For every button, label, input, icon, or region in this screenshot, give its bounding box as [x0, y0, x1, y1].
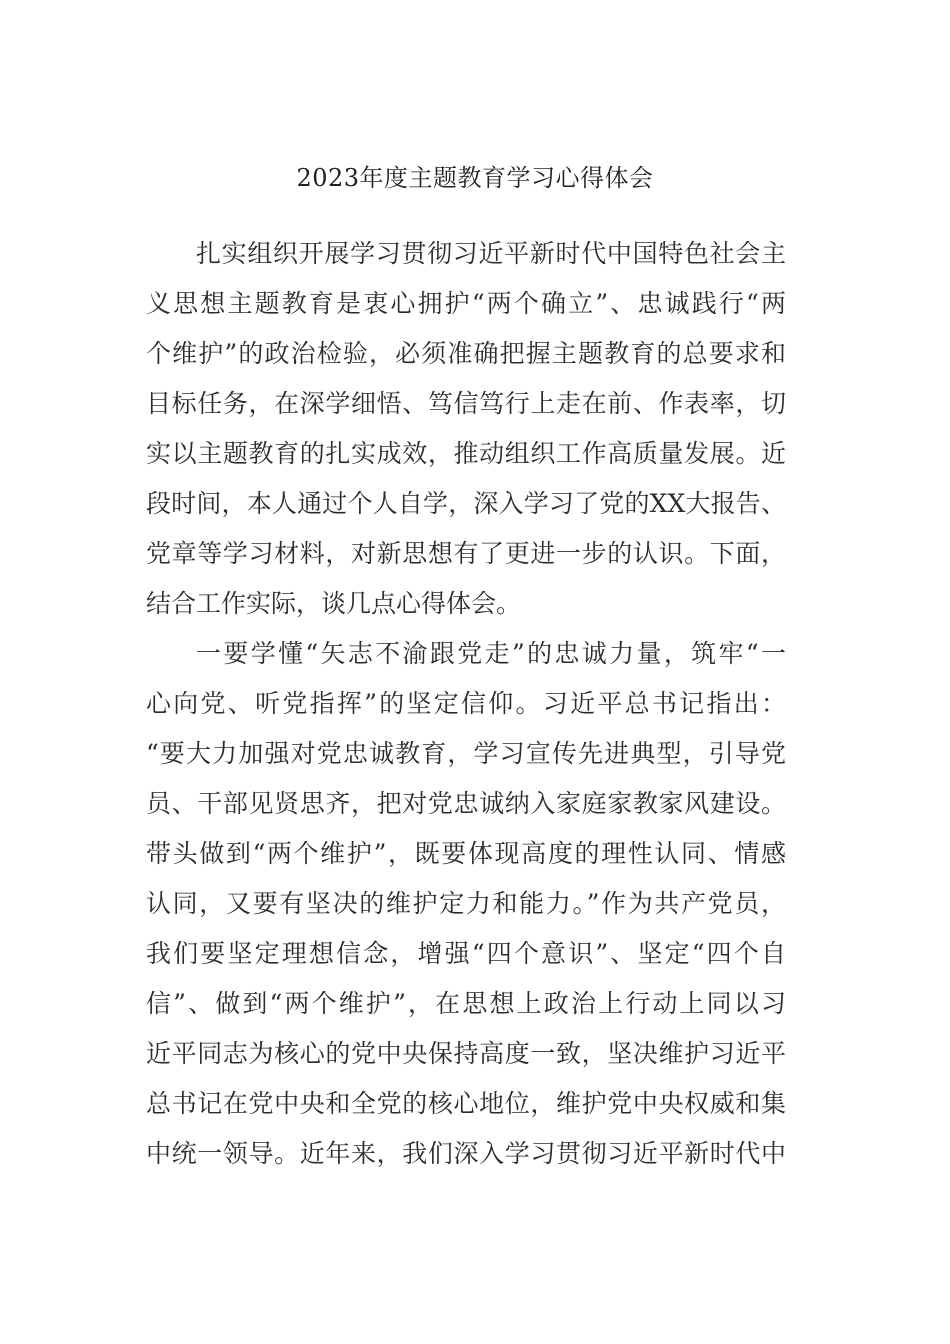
paragraph-2-line-11: 中统一领导。近年来，我们深入学习贯彻习近平新时代中: [146, 1139, 786, 1168]
paragraph-2-line-4: 员、干部见贤思齐，把对党忠诚纳入家庭家教家风建设。: [146, 789, 786, 818]
paragraph-1-line-1: 扎实组织开展学习贯彻习近平新时代中国特色社会主: [196, 239, 786, 268]
document-title: 2023年度主题教育学习心得体会: [296, 164, 654, 192]
paragraph-2-line-3: “要大力加强对党忠诚教育，学习宣传先进典型，引导党: [146, 739, 786, 768]
paragraph-2-line-9: 近平同志为核心的党中央保持高度一致，坚决维护习近平: [146, 1039, 786, 1068]
paragraph-2-line-8: 信”、做到“两个维护”，在思想上政治上行动上同以习: [146, 989, 786, 1018]
paragraph-1-line-2: 义思想主题教育是衷心拥护“两个确立”、忠诚践行“两: [146, 289, 786, 318]
paragraph-1-line-5: 实以主题教育的扎实成效，推动组织工作高质量发展。近: [146, 439, 786, 468]
paragraph-1-line-8: 结合工作实际，谈几点心得体会。: [146, 589, 522, 618]
paragraph-2-line-6: 认同，又要有坚决的维护定力和能力。”作为共产党员，: [146, 889, 786, 918]
paragraph-2-line-5: 带头做到“两个维护”，既要体现高度的理性认同、情感: [146, 839, 786, 868]
paragraph-2-line-1: 一要学懂“矢志不渝跟党走”的忠诚力量，筑牢“一: [196, 639, 786, 668]
paragraph-1-line-6: 段时间，本人通过个人自学，深入学习了党的XX大报告、: [146, 489, 786, 518]
paragraph-2-line-10: 总书记在党中央和全党的核心地位，维护党中央权威和集: [146, 1089, 786, 1118]
paragraph-2-line-2: 心向党、听党指挥”的坚定信仰。习近平总书记指出：: [146, 689, 786, 718]
paragraph-1-line-3: 个维护”的政治检验，必须准确把握主题教育的总要求和: [146, 339, 786, 368]
paragraph-1-line-7: 党章等学习材料，对新思想有了更进一步的认识。下面，: [146, 539, 786, 568]
paragraph-1-line-4: 目标任务，在深学细悟、笃信笃行上走在前、作表率，切: [146, 389, 786, 418]
paragraph-2-line-7: 我们要坚定理想信念，增强“四个意识”、坚定“四个自: [146, 939, 786, 968]
